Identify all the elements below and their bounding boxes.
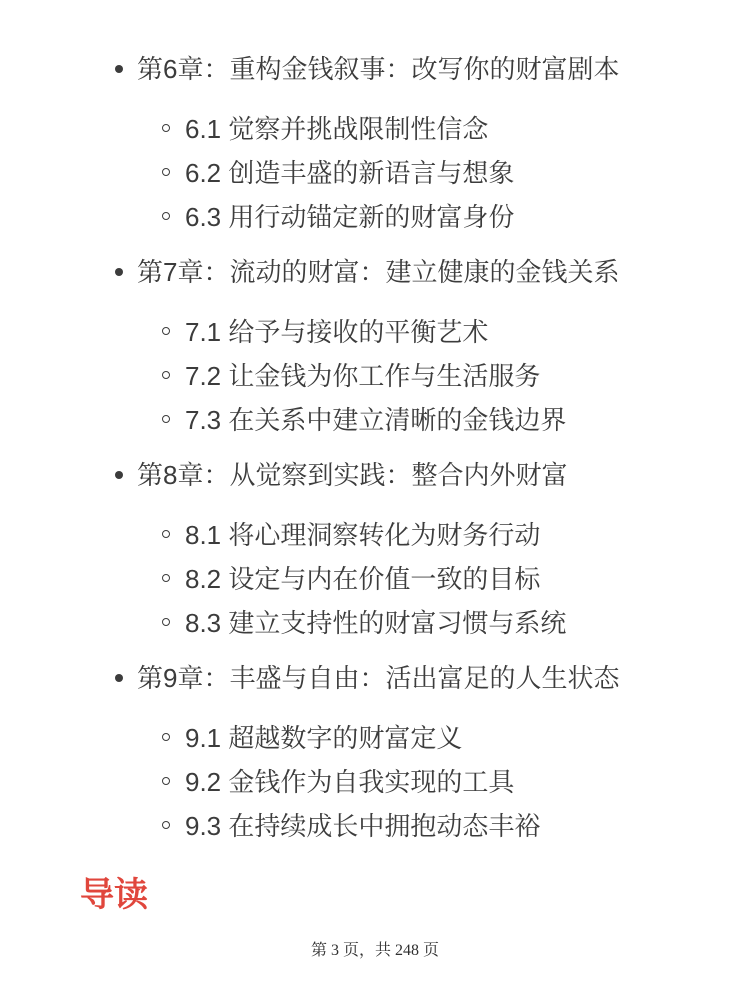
toc-section-list	[137, 112, 684, 234]
toc-section-item	[185, 200, 684, 234]
toc-section-item	[185, 765, 684, 799]
circle-bullet-icon	[162, 212, 170, 220]
section-heading: 导读	[80, 876, 148, 914]
toc-section-item	[185, 156, 684, 190]
circle-bullet-icon	[162, 168, 170, 176]
disc-bullet-icon	[115, 674, 123, 682]
section-label: 7.2 让金钱为你工作与生活服务	[185, 361, 541, 391]
section-label: 6.1 觉察并挑战限制性信念	[185, 114, 489, 144]
toc-section-item	[185, 809, 684, 843]
toc-section-list	[137, 315, 684, 437]
section-label: 7.1 给予与接收的平衡艺术	[185, 317, 489, 347]
page-number-indicator: 第 3 页，共 248 页	[310, 942, 439, 959]
disc-bullet-icon	[115, 471, 123, 479]
toc-chapter-item	[137, 52, 684, 234]
circle-bullet-icon	[162, 371, 170, 379]
toc-section-item	[185, 518, 684, 552]
toc-section-item	[185, 112, 684, 146]
chapter-label: 第9章：丰盛与自由：活出富足的人生状态	[137, 663, 620, 693]
circle-bullet-icon	[162, 777, 170, 785]
toc-section-list	[137, 518, 684, 640]
circle-bullet-icon	[162, 530, 170, 538]
section-label: 8.2 设定与内在价值一致的目标	[185, 564, 541, 594]
section-label: 7.3 在关系中建立清晰的金钱边界	[185, 405, 567, 435]
toc-section-item	[185, 562, 684, 596]
disc-bullet-icon	[115, 268, 123, 276]
section-label: 9.3 在持续成长中拥抱动态丰裕	[185, 811, 541, 841]
toc-section-item	[185, 315, 684, 349]
section-label: 6.2 创造丰盛的新语言与想象	[185, 158, 515, 188]
toc-section-item	[185, 359, 684, 393]
chapter-label: 第8章：从觉察到实践：整合内外财富	[137, 460, 568, 490]
toc-section-item	[185, 403, 684, 437]
toc-chapter-list	[80, 52, 684, 843]
circle-bullet-icon	[162, 327, 170, 335]
toc-section-item	[185, 721, 684, 755]
section-label: 8.3 建立支持性的财富习惯与系统	[185, 608, 567, 638]
section-label: 6.3 用行动锚定新的财富身份	[185, 202, 515, 232]
circle-bullet-icon	[162, 574, 170, 582]
toc-section-item	[185, 606, 684, 640]
circle-bullet-icon	[162, 618, 170, 626]
section-label: 9.1 超越数字的财富定义	[185, 723, 463, 753]
chapter-label: 第7章：流动的财富：建立健康的金钱关系	[137, 257, 620, 287]
circle-bullet-icon	[162, 733, 170, 741]
toc-section-list	[137, 721, 684, 843]
chapter-label: 第6章：重构金钱叙事：改写你的财富剧本	[137, 54, 620, 84]
section-label: 9.2 金钱作为自我实现的工具	[185, 767, 515, 797]
toc-chapter-item	[137, 458, 684, 640]
circle-bullet-icon	[162, 821, 170, 829]
toc-chapter-item	[137, 661, 684, 843]
circle-bullet-icon	[162, 415, 170, 423]
disc-bullet-icon	[115, 65, 123, 73]
toc-chapter-item	[137, 255, 684, 437]
section-label: 8.1 将心理洞察转化为财务行动	[185, 520, 541, 550]
circle-bullet-icon	[162, 124, 170, 132]
